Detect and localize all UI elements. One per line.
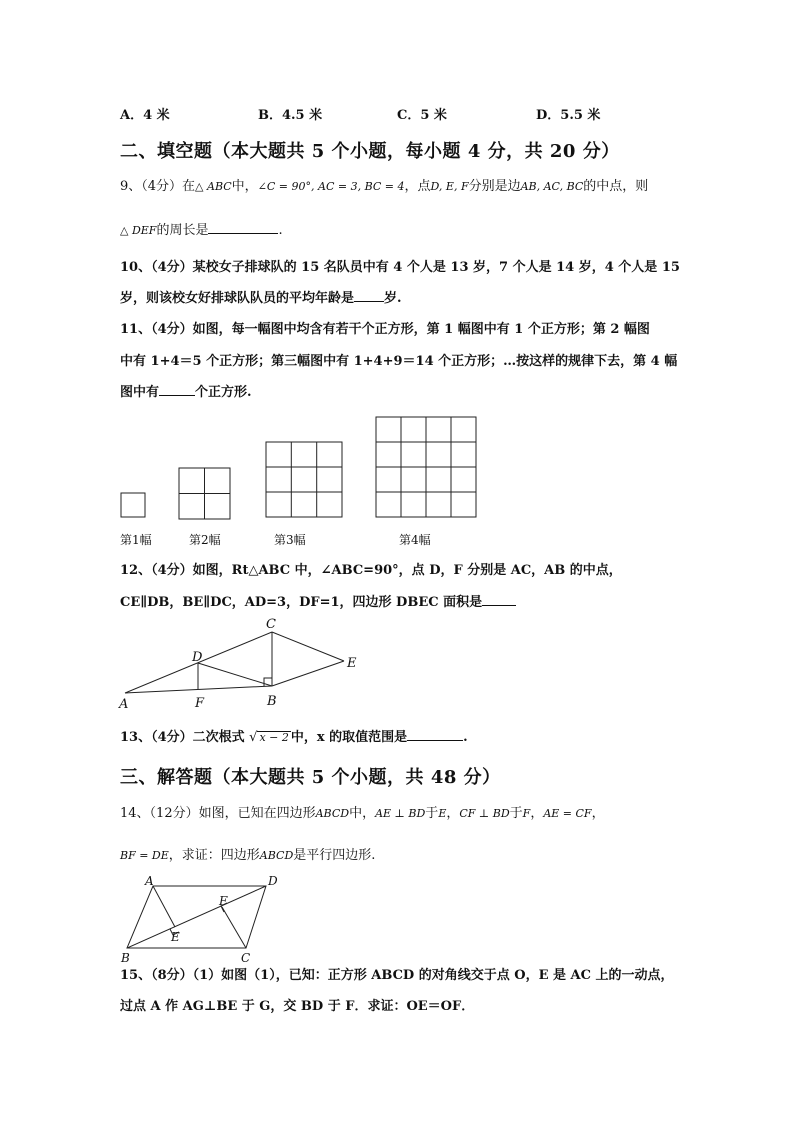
sqrt-expression: √ x − 2 [249, 730, 289, 745]
label-b: B [267, 694, 277, 709]
q14-text: 14、（12分）如图，已知在四边形 [120, 806, 316, 821]
q9-text: 的中点，则 [583, 179, 649, 194]
q14-text: 于 [425, 806, 439, 821]
caption-figure-2: 第2幅 [189, 533, 221, 547]
label-e: E [171, 930, 180, 944]
question-15-line-2: 过点 A 作 AG⊥BE 于 G，交 BD 于 F．求证：OE＝OF． [120, 999, 475, 1014]
q14-condition: CF ⊥ BD [459, 807, 510, 820]
q9-condition: ∠C = 90°, AC = 3, BC = 4 [257, 180, 405, 193]
q12-geometry-figure [0, 615, 794, 715]
q13-text: 13、（4分）二次根式 [120, 730, 245, 745]
label-c: C [266, 617, 276, 632]
segment-ae [153, 886, 175, 927]
caption-figure-3: 第3幅 [274, 533, 306, 547]
question-11-line-1: 11、（4分）如图，每一幅图中均含有若干个正方形，第 1 幅图中有 1 个正方形；第 2 幅图 [120, 322, 650, 337]
segment-be [272, 661, 344, 686]
question-12-line-1: 12、（4分）如图，Rt△ABC 中，∠ABC=90°，点 D，F 分别是 AC，AB 的中点， [120, 563, 622, 578]
q14-text: ， [446, 806, 460, 821]
option-a: A．4 米 [120, 108, 170, 123]
q9-points: D, E, F [430, 180, 469, 193]
q10-text: 岁，则该校女好排球队队员的平均年龄是 [120, 291, 355, 306]
q14-text: 是平行四边形. [293, 848, 376, 863]
answer-blank[interactable] [407, 728, 463, 741]
q9-triangle-def: △ DEF [120, 224, 157, 237]
q9-triangle-abc: △ ABC [195, 180, 232, 193]
segment-cf [222, 907, 246, 948]
q11-text: 个正方形. [195, 385, 252, 400]
q14-point: E [438, 807, 447, 820]
question-11-line-2: 中有 1+4＝5 个正方形；第三幅图中有 1+4+9＝14 个正方形；…按这样的规律下去，第 4 幅 [120, 354, 678, 369]
q13-text: . [463, 730, 468, 745]
grid-3 [266, 442, 342, 517]
q9-number: 9、（4分）在 [120, 179, 196, 194]
grid-4 [376, 417, 476, 517]
label-a: A [145, 874, 154, 888]
square-grids-figure [0, 0, 794, 560]
label-d: D [268, 874, 278, 888]
q13-text: 中，x 的取值范围是 [290, 730, 408, 745]
q9-sides: AB, AC, BC [520, 180, 584, 193]
q14-condition: AE ⊥ BD [375, 807, 426, 820]
grid-1 [121, 493, 145, 517]
caption-figure-1: 第1幅 [120, 533, 152, 547]
label-a: A [119, 697, 129, 712]
q11-text: 图中有 [120, 385, 160, 400]
q14-condition: AE = CF [543, 807, 592, 820]
answer-blank[interactable] [482, 593, 516, 606]
label-f: F [195, 696, 205, 711]
question-15-line-1: 15、（8分）（1）如图（1），已知：正方形 ABCD 的对角线交于点 O，E 是 AC 上的一动点， [120, 968, 674, 983]
q9-text: ，点 [404, 179, 431, 194]
radicand: x − 2 [259, 731, 289, 744]
option-b: B．4.5 米 [258, 108, 323, 123]
label-b: B [121, 951, 130, 965]
question-12-line-2 [120, 593, 516, 613]
q9-text: 中， [231, 179, 258, 194]
q14-quad: ABCD [259, 849, 294, 862]
question-13 [120, 728, 468, 748]
q12-text: CE∥DB，BE∥DC，AD=3，DF=1，四边形 DBEC 面积是 [120, 595, 483, 610]
q14-quad: ABCD [315, 807, 350, 820]
label-f: F [219, 894, 228, 908]
q10-text: 岁. [384, 291, 402, 306]
grid-2 [179, 468, 230, 519]
caption-figure-4: 第4幅 [399, 533, 431, 547]
q14-text: 于 [509, 806, 523, 821]
label-e: E [347, 656, 357, 671]
q14-parallelogram-figure [0, 870, 794, 965]
question-14-line-1 [120, 804, 605, 824]
q14-text: ， [530, 806, 544, 821]
diagonal-bd [127, 886, 266, 948]
segment-db [198, 663, 272, 686]
q14-condition: BF = DE [120, 849, 169, 862]
q14-text: ，求证：四边形 [168, 848, 260, 863]
label-c: C [241, 951, 251, 965]
option-d: D．5.5 米 [536, 108, 601, 123]
section-2-title: 二、填空题（本大题共 5 个小题，每小题 4 分，共 20 分） [120, 141, 620, 162]
q9-text: . [278, 223, 283, 238]
q14-text: 中， [349, 806, 376, 821]
q14-point: F [522, 807, 531, 820]
label-d: D [192, 650, 203, 665]
q9-text: 的周长是 [156, 223, 209, 238]
question-10-line-1: 10、（4分）某校女子排球队的 15 名队员中有 4 个人是 13 岁，7 个人是 14 岁，4 个人是 15 [120, 260, 680, 275]
segment-ce [272, 632, 344, 661]
option-c: C．5 米 [397, 108, 447, 123]
question-14-line-2 [120, 846, 375, 866]
section-3-title: 三、解答题（本大题共 5 个小题，共 48 分） [120, 767, 501, 788]
q9-text: 分别是边 [468, 179, 521, 194]
q14-text: ， [591, 806, 605, 821]
